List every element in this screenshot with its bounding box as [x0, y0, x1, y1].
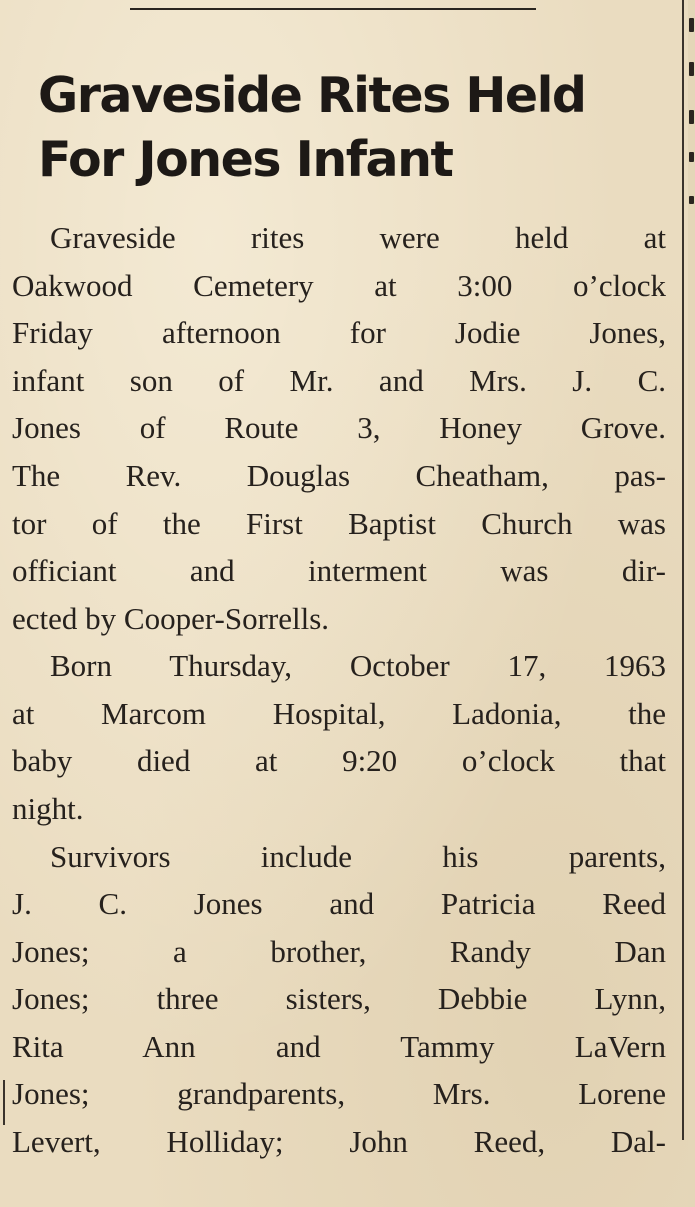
body-line: Jones; three sisters, Debbie Lynn,	[12, 981, 666, 1016]
adjacent-column-edge	[688, 0, 695, 1207]
top-rule	[130, 8, 536, 10]
body-line: Levert, Holliday; John Reed, Dal-	[12, 1124, 666, 1159]
body-line: tor of the First Baptist Church was	[12, 506, 666, 541]
headline-line: Graveside Rites Held	[38, 67, 586, 124]
body-line: J. C. Jones and Patricia Reed	[12, 886, 666, 921]
headline-line: For Jones Infant	[38, 131, 453, 188]
body-line: Survivors include his parents,	[50, 839, 666, 874]
column-rule	[682, 0, 684, 1140]
adjacent-column-fragment	[689, 62, 694, 76]
headline	[38, 64, 668, 192]
body-line: officiant and interment was dir-	[12, 553, 666, 588]
body-line: baby died at 9:20 o’clock that	[12, 743, 666, 778]
body-line: Jones; a brother, Randy Dan	[12, 934, 666, 969]
adjacent-column-fragment	[689, 110, 694, 124]
body-line: at Marcom Hospital, Ladonia, the	[12, 696, 666, 731]
body-line: night.	[12, 791, 84, 826]
body-line: Rita Ann and Tammy LaVern	[12, 1029, 666, 1064]
body-line: Born Thursday, October 17, 1963	[50, 648, 666, 683]
body-line: The Rev. Douglas Cheatham, pas-	[12, 458, 666, 493]
body-line: infant son of Mr. and Mrs. J. C.	[12, 363, 666, 398]
adjacent-column-fragment	[689, 152, 694, 162]
adjacent-column-fragment	[689, 18, 694, 32]
body-line: Friday afternoon for Jodie Jones,	[12, 315, 666, 350]
body-line: Jones of Route 3, Honey Grove.	[12, 410, 666, 445]
adjacent-column-fragment	[689, 196, 694, 204]
left-rule	[3, 1080, 5, 1125]
body-line: Graveside rites were held at	[50, 220, 666, 255]
body-line: ected by Cooper-Sorrells.	[12, 601, 330, 636]
body-line: Jones; grandparents, Mrs. Lorene	[12, 1076, 666, 1111]
body-line: Oakwood Cemetery at 3:00 o’clock	[12, 268, 666, 303]
